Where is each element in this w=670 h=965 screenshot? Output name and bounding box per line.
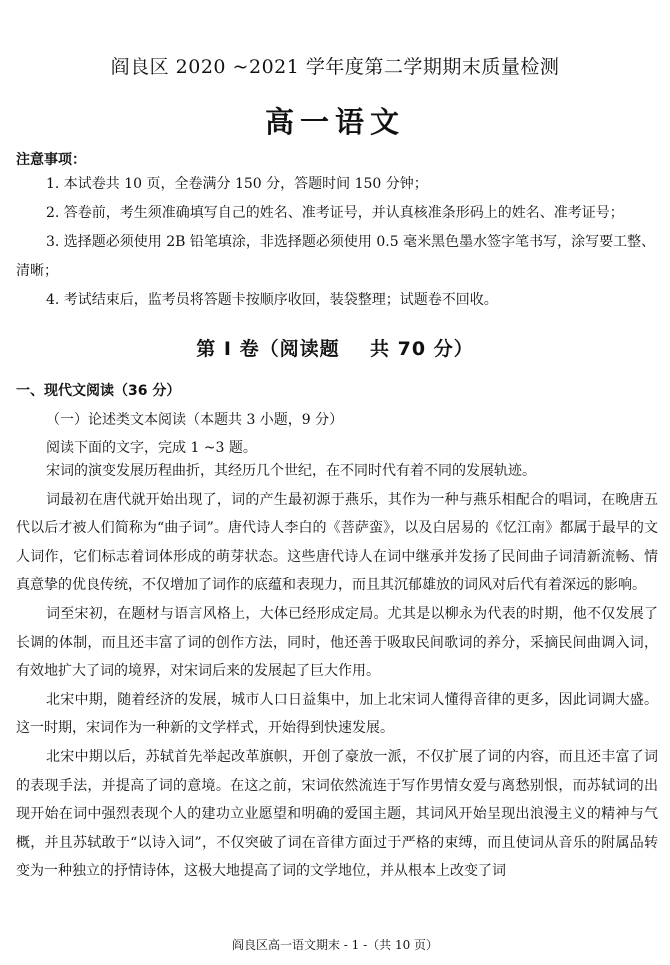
- notice-heading: 注意事项：: [16, 152, 86, 168]
- reading-instruction: 阅读下面的文字，完成 1 ~3 题。: [46, 440, 257, 456]
- subject-title: 高一语文: [264, 105, 405, 139]
- notice-item: 1. 本试卷共 10 页，全卷满分 150 分，答题时间 150 分钟；: [46, 176, 428, 192]
- passage-paragraph: 词最初在唐代就开始出现了，词的产生最初源于燕乐，其作为一种与燕乐相配合的唱词，在晚唐五代以后才被人们简称为“曲子词”。唐代诗人李白的《菩萨蛮》，以及白居易的《忆江南》都属于最早的文人词作，它们标志着词体形成的萌芽状态。这些唐代诗人在词中继承并发扬了民间曲子词清新流畅、情真意挚的优良传统，不仅增加了词作的底蕴和表现力，而且其沉郁雄放的词风对后代有着深远的影响。: [16, 491, 658, 594]
- page-footer: 阎良区高一语文期末 - 1 -（共 10 页）: [231, 938, 439, 952]
- passage-paragraph: 宋词的演变发展历程曲折，其经历几个世纪，在不同时代有着不同的发展轨迹。: [46, 463, 536, 479]
- notice-item: 3. 选择题必须使用 2B 铅笔填涂，非选择题必须使用 0.5 毫米黑色墨水签字笔书写，涂写要工整、清晰；: [16, 234, 656, 279]
- passage: [16, 457, 658, 886]
- section-heading: 一、现代文阅读（36 分）: [16, 383, 181, 399]
- passage-paragraph: 北宋中期，随着经济的发展，城市人口日益集中，加上北宋词人懂得音律的更多，因此词调大盛。这一时期，宋词作为一种新的文学样式，开始得到快速发展。: [16, 691, 658, 737]
- notice-item: 2. 答卷前，考生须准确填写自己的姓名、准考证号，并认真核准条形码上的姓名、准考证号；: [46, 205, 624, 221]
- passage-paragraph: 北宋中期以后，苏轼首先举起改革旗帜，开创了豪放一派，不仅扩展了词的内容，而且还丰富了词的表现手法，并提高了词的意境。在这之前，宋词依然流连于写作男情女爱与离愁别恨，而苏轼词的出现开始在词中强烈表现个人的建功立业愿望和明确的爱国主题，其词风开始呈现出浪漫主义的精神与气概，并且苏轼敢于“以诗入词”，不仅突破了词在音律方面过于严格的束缚，而且使词从音乐的附属品转变为一种独立的抒情诗体，这极大地提高了词的文学地位，并从根本上改变了词: [16, 748, 658, 880]
- passage-paragraph: 词至宋初，在题材与语言风格上，大体已经形成定局。尤其是以柳永为代表的时期，他不仅发展了长调的体制，而且还丰富了词的创作方法，同时，他还善于吸取民间歌词的养分，采摘民间曲调入词，有效地扩大了词的境界，对宋词后来的发展起了巨大作用。: [16, 605, 658, 680]
- notice-list: [16, 170, 658, 315]
- exam-title: 阎良区 2020 ~2021 学年度第二学期期末质量检测: [110, 56, 560, 78]
- part-heading: 第 Ⅰ 卷（阅读题 共 70 分）: [196, 338, 474, 360]
- section-subheading: （一）论述类文本阅读（本题共 3 小题，9 分）: [46, 412, 344, 428]
- notice-item: 4. 考试结束后，监考员将答题卡按顺序收回，装袋整理；试题卷不回收。: [46, 292, 498, 308]
